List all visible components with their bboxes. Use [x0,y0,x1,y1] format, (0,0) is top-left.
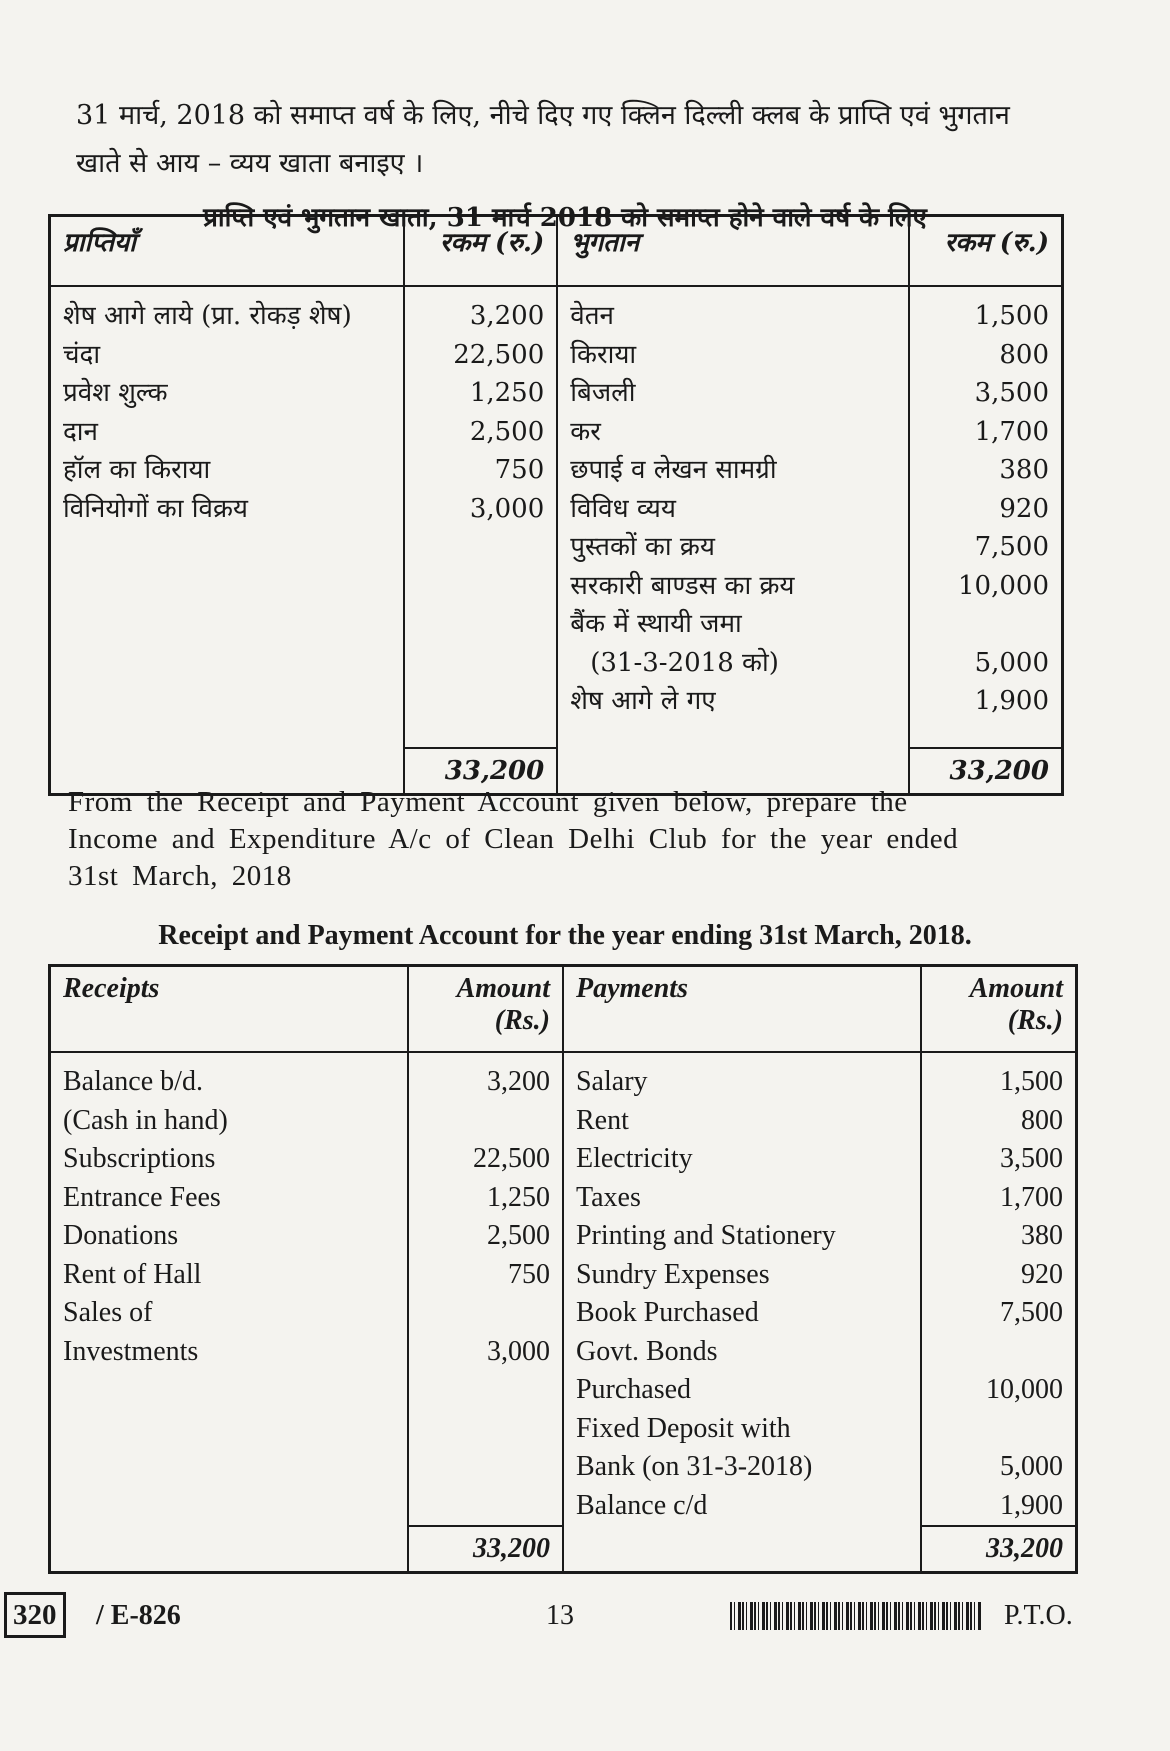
entry-amount: 5,000 [1000,1451,1063,1482]
entry-label: Bank (on 31-3-2018) [575,1451,813,1482]
entry-label: प्रवेश शुल्क [63,378,168,408]
entry-label: (31-3-2018 को) [590,647,779,678]
entry-amount: 1,500 [974,301,1049,331]
entry-amount [934,1333,1063,1372]
entry-label: बैंक में स्थायी जमा [570,609,742,639]
entry-amount: 1,900 [974,686,1049,716]
pto-label: P.T.O. [1004,1600,1073,1631]
english-receipt-amount-header: Amount (Rs.) [408,966,563,1053]
entry-label: Balance b/d. [63,1066,203,1097]
entry-label: Rent of Hall [63,1258,202,1290]
entry-amount [922,605,1049,644]
english-receipt-total: 33,200 [408,1526,563,1573]
entry-amount: 1,250 [469,378,545,408]
barcode-icon [730,1602,982,1630]
entry-amount: 920 [1021,1258,1063,1290]
english-payment-labels [563,1052,921,1526]
entry-amount: 1,250 [486,1181,550,1213]
entry-amount: 1,700 [1000,1181,1063,1213]
entry-amount: 800 [999,339,1049,370]
entry-label: Printing and Stationery [575,1220,836,1251]
question-english: From the Receipt and Payment Account given below, prepare the Income and Expenditure A/c of Clean Delhi Club for the year ended 31st March, 2018 [68,786,959,892]
entry-amount: 1,900 [1000,1489,1063,1521]
entry-label: Salary [575,1066,648,1097]
entry-amount: 3,000 [469,493,545,524]
english-payments-header: Payments [563,966,921,1053]
hindi-account-title: प्राप्ति एवं भुगतान खाता, 31 मार्च 2018 को समाप्त होने वाले वर्ष के लिए [203,203,927,233]
entry-amount: 750 [507,1258,550,1290]
entry-label: Subscriptions [63,1143,216,1174]
entry-label: Sales of [63,1297,153,1328]
entry-amount: 10,000 [986,1374,1063,1405]
question-code-box: 320 [4,1592,66,1638]
entry-label: कर [570,416,601,447]
entry-amount [421,1294,550,1333]
question-hindi: 31 मार्च, 2018 को समाप्त वर्ष के लिए, नीचे दिए गए क्लिन दिल्ली क्लब के प्राप्ति एवं भुगतान खाते से आय – व्यय खाता बनाइए । [76,100,1010,179]
hindi-receipt-amounts [404,286,557,748]
entry-label: किराया [570,339,637,370]
entry-label: Rent [575,1104,629,1136]
hindi-receipt-total: 33,200 [404,748,557,795]
entry-label: Investments [63,1335,199,1367]
entry-amount: 380 [1021,1220,1063,1251]
hindi-payments-header: भुगतान [557,216,909,287]
hindi-payment-amount-header: रकम (रु.) [909,216,1062,287]
english-payment-amounts [921,1052,1076,1526]
hindi-receipt-amount-header: रकम (रु.) [404,216,557,287]
entry-amount: 3,200 [469,301,545,331]
entry-label: विविध व्यय [570,493,676,524]
entry-label: विनियोगों का विक्रय [63,493,249,524]
entry-label: दान [63,416,98,447]
page-footer [0,1592,1170,1642]
hindi-receipt-payment-table [48,214,1064,796]
hindi-payment-amounts [909,286,1062,748]
entry-amount: 7,500 [1000,1297,1063,1328]
entry-label: Book Purchased [575,1297,759,1328]
english-receipt-amounts [408,1052,563,1526]
entry-amount: 3,500 [974,378,1049,408]
entry-amount: 1,500 [1000,1066,1063,1097]
entry-amount: 3,200 [486,1066,550,1097]
entry-label: Taxes [575,1181,641,1213]
entry-label: Electricity [575,1143,693,1174]
entry-label: सरकारी बाण्डस का क्रय [570,570,795,601]
entry-amount: 2,500 [486,1220,550,1251]
entry-amount: 5,000 [974,647,1049,678]
entry-label: Purchased [575,1374,692,1405]
entry-label: Fixed Deposit with [575,1412,791,1444]
entry-label: Govt. Bonds [575,1335,718,1367]
entry-amount: 22,500 [453,339,545,370]
entry-label: Balance c/d [575,1489,708,1521]
entry-amount: 2,500 [469,416,545,447]
hindi-payment-labels [557,286,909,748]
entry-label: Entrance Fees [63,1181,221,1213]
english-account-title: Receipt and Payment Account for the year ending 31st March, 2018. [158,920,972,951]
paper-code: / E-826 [96,1600,181,1631]
entry-amount: 22,500 [472,1143,550,1174]
entry-label: पुस्तकों का क्रय [570,532,715,562]
hindi-receipts-header: प्राप्तियाँ [50,216,405,287]
entry-amount [421,1102,550,1141]
entry-label: शेष आगे लाये (प्रा. रोकड़ शेष) [63,301,352,331]
english-receipt-payment-table [48,964,1078,1574]
hindi-receipt-labels [50,286,405,748]
entry-amount: 380 [999,455,1049,485]
entry-amount: 3,000 [486,1335,550,1367]
entry-amount: 800 [1021,1104,1063,1136]
entry-amount: 920 [999,493,1049,524]
english-payment-total: 33,200 [921,1526,1076,1573]
entry-label: चंदा [63,339,101,370]
page-number: 13 [546,1600,574,1631]
entry-label: शेष आगे ले गए [570,686,716,716]
english-receipt-labels [50,1052,409,1526]
entry-amount: 7,500 [974,532,1049,562]
hindi-payment-total: 33,200 [909,748,1062,795]
entry-label: बिजली [570,378,636,408]
entry-amount: 10,000 [958,570,1049,601]
entry-label: छपाई व लेखन सामग्री [570,455,777,485]
entry-label: Donations [63,1220,179,1251]
entry-amount: 750 [494,455,545,485]
entry-label: (Cash in hand) [63,1104,228,1136]
entry-amount: 1,700 [974,416,1049,447]
entry-amount: 3,500 [1000,1143,1063,1174]
entry-label: हॉल का किराया [63,455,211,485]
english-payment-amount-header: Amount (Rs.) [921,966,1076,1053]
entry-label: Sundry Expenses [575,1258,770,1290]
entry-label: वेतन [570,301,614,331]
english-receipts-header: Receipts [50,966,409,1053]
entry-amount [934,1410,1063,1449]
